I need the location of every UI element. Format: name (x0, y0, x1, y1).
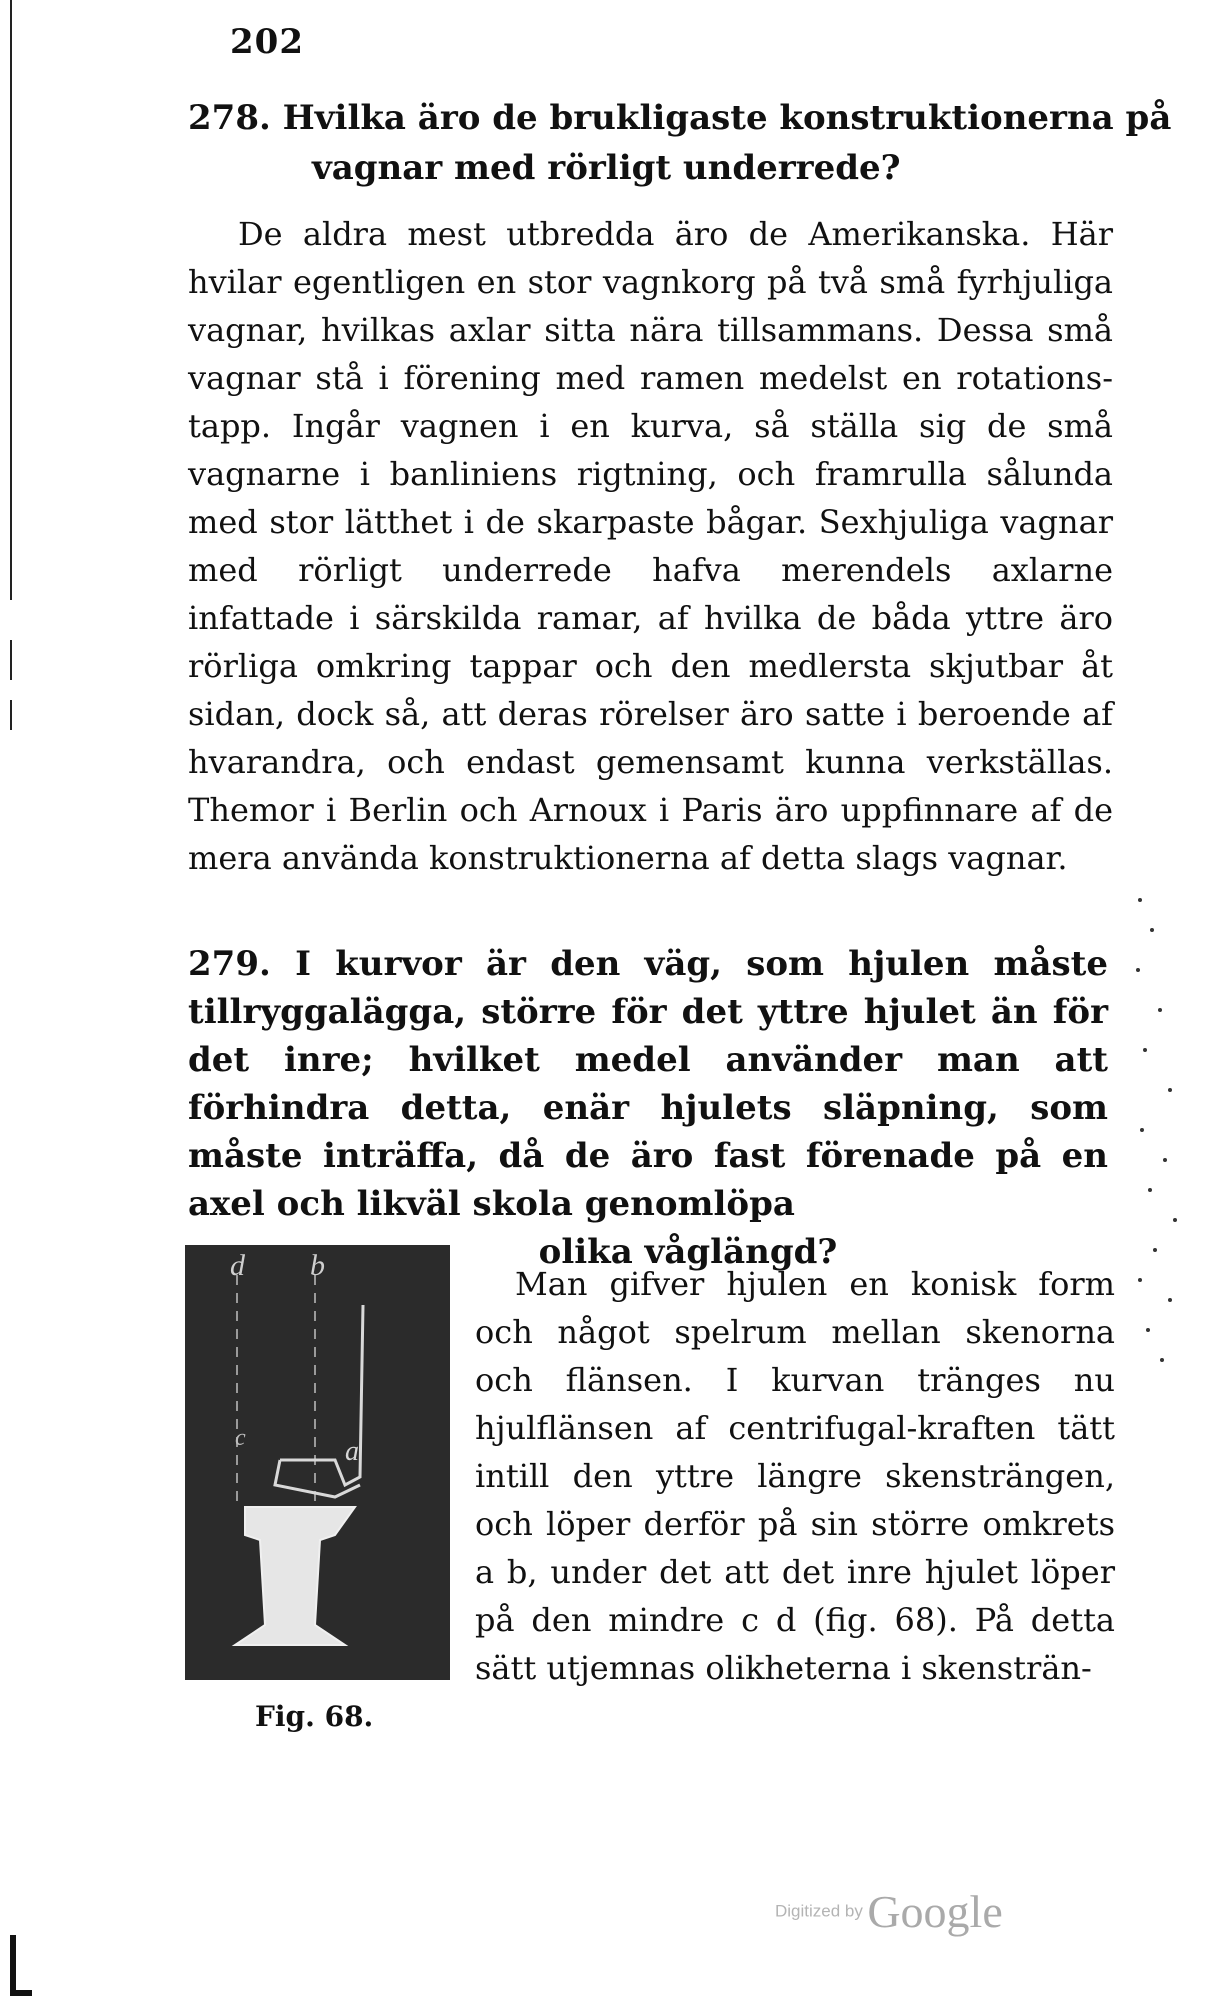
google-logo: Google (867, 1886, 1003, 1937)
question-278-heading-cont: vagnar med rörligt underrede? (312, 148, 901, 188)
question-278-heading (188, 98, 1171, 138)
wheel-profile (275, 1305, 363, 1497)
answer-279-paragraph: Man gifver hjulen en konisk form och något spelrum mellan skenorna och flänsen. I kurvan tränges nu hjulflänsen af centrifugal-kraften tätt intill den yttre längre skensträngen, och löper derför på sin större omkrets a b, under det att det inre hjulet löper på den mindre c d (fig. 68). På detta sätt utjemnas olikheterna i skensträn- (475, 1265, 1115, 1687)
watermark-prefix: Digitized by (775, 1901, 863, 1921)
scan-speckle-noise (1130, 860, 1190, 1420)
question-279-text (188, 940, 1108, 1228)
question-number: 278. (188, 98, 271, 138)
scan-corner-mark (10, 1935, 16, 1995)
scan-edge-line (10, 0, 12, 600)
rail-profile (235, 1507, 355, 1645)
digitized-by-google-watermark (775, 1885, 1003, 1938)
page-number: 202 (230, 22, 304, 62)
figure-label-a: a (345, 1436, 359, 1467)
figure-label-d: d (230, 1249, 245, 1282)
answer-278-paragraph: De aldra mest utbredda äro de Amerikanska. Här hvilar egentligen en stor vagnkorg på två små fyrhjuliga vagnar, hvilkas axlar sitta nära tillsammans. Dessa små vagnar stå i förening med ramen medelst en rotations-tapp. Ingår vagnen i en kurva, så ställa sig de små vagnarne i banliniens rigtning, och framrulla sålunda med stor lätthet i de skarpaste bågar. Sexhjuliga vagnar med rörligt underrede hafva merendels axlarne infattade i särskilda ramar, af hvilka de båda yttre äro rörliga omkring tappar och den medlersta skjutbar åt sidan, dock så, att deras rörelser äro satte i beroende af hvarandra, och endast gemensamt kunna verkställas. Themor i Berlin och Arnoux i Paris äro uppfinnare af de mera använda konstruktionerna af detta slags vagnar. (188, 215, 1113, 877)
figure-68-illustration (185, 1245, 450, 1680)
figure-caption: Fig. 68. (255, 1700, 374, 1733)
scan-corner-mark-foot (10, 1990, 32, 1996)
figure-label-b: b (310, 1249, 325, 1282)
question-number: 279. (188, 944, 271, 984)
wheel-rail-diagram (185, 1245, 450, 1680)
question-279-heading (188, 940, 1108, 1276)
question-text: Hvilka äro de brukligaste konstruktionerna på (282, 98, 1172, 138)
question-279-last-line: olika våglängd? (538, 1232, 838, 1272)
figure-label-c: c (235, 1425, 246, 1451)
scan-edge-mark (10, 640, 12, 680)
question-text: I kurvor är den väg, som hjulen måste tillryggalägga, större för det yttre hjulet än för det inre; hvilket medel använder man att förhindra detta, enär hjulets släpning, som måste inträffa, då de äro fast förenade på en axel och likväl skola genomlöpa (188, 944, 1108, 1224)
scan-edge-mark (10, 700, 12, 730)
